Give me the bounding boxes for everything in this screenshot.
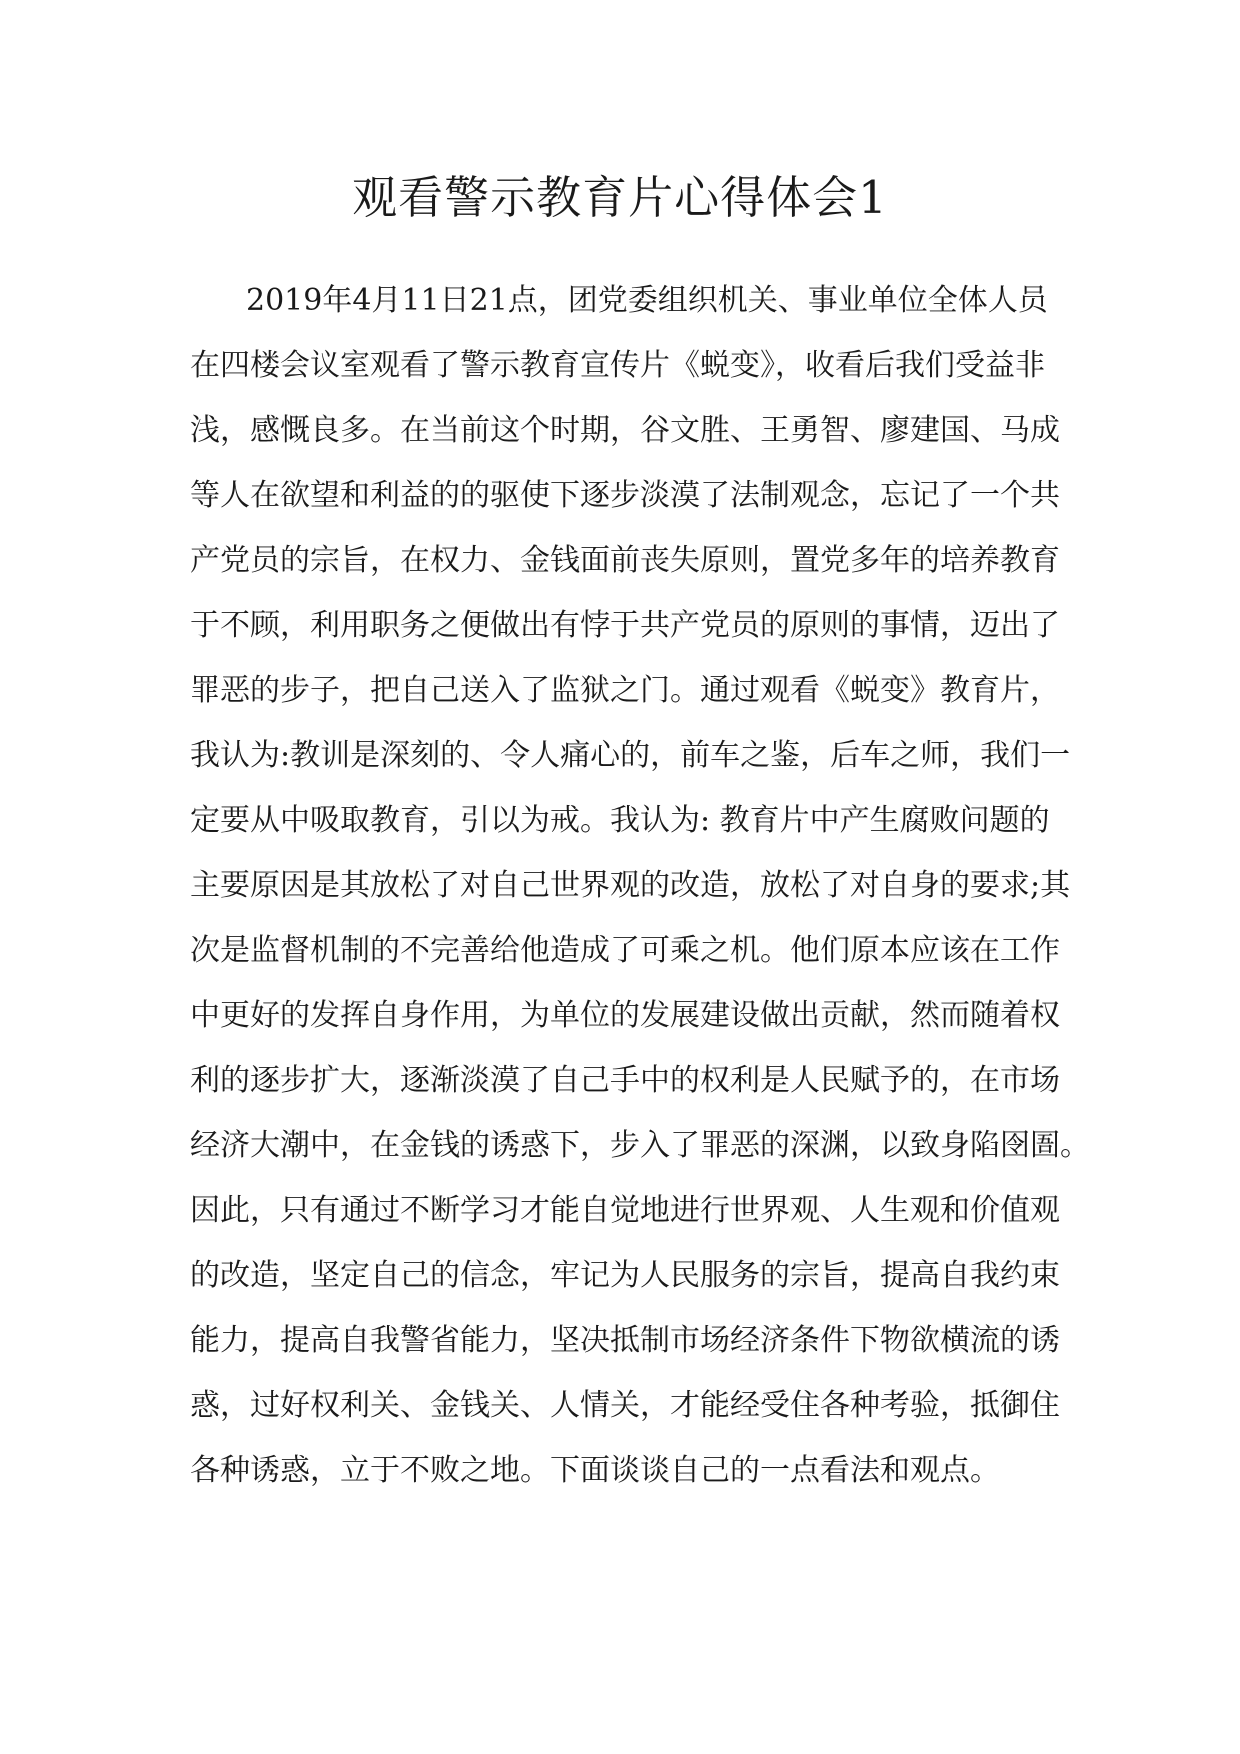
body-line: 的改造，坚定自己的信念，牢记为人民服务的宗旨，提高自我约束 [190, 1258, 1060, 1293]
body-line: 中更好的发挥自身作用，为单位的发展建设做出贡献，然而随着权 [190, 998, 1060, 1033]
body-line: 次是监督机制的不完善给他造成了可乘之机。他们原本应该在工作 [190, 933, 1060, 968]
body-line: 各种诱惑，立于不败之地。下面谈谈自己的一点看法和观点。 [190, 1453, 1000, 1488]
body-line: 经济大潮中，在金钱的诱惑下，步入了罪恶的深渊，以致身陷囹圄。 [190, 1128, 1090, 1163]
body-line: 因此，只有通过不断学习才能自觉地进行世界观、人生观和价值观 [190, 1193, 1060, 1228]
body-line: 罪恶的步子，把自己送入了监狱之门。通过观看《蜕变》教育片， [190, 673, 1060, 708]
body-line: 主要原因是其放松了对自己世界观的改造，放松了对自身的要求;其 [190, 868, 1071, 903]
body-line: 利的逐步扩大，逐渐淡漠了自己手中的权利是人民赋予的，在市场 [190, 1063, 1060, 1098]
body-line: 惑，过好权利关、金钱关、人情关，才能经受住各种考验，抵御住 [190, 1388, 1060, 1423]
body-line: 2019年4月11日21点，团党委组织机关、事业单位全体人员 [246, 283, 1048, 318]
body-line: 于不顾，利用职务之便做出有悖于共产党员的原则的事情，迈出了 [190, 608, 1060, 643]
body-line: 定要从中吸取教育，引以为戒。我认为: 教育片中产生腐败问题的 [190, 803, 1050, 838]
body-line: 等人在欲望和利益的的驱使下逐步淡漠了法制观念，忘记了一个共 [190, 478, 1060, 513]
document-title: 观看警示教育片心得体会1 [352, 171, 888, 224]
body-line: 在四楼会议室观看了警示教育宣传片《蜕变》，收看后我们受益非 [190, 348, 1045, 383]
document-body [190, 268, 1090, 1503]
body-line: 我认为:教训是深刻的、令人痛心的，前车之鉴，后车之师，我们一 [190, 738, 1071, 773]
body-line: 能力，提高自我警省能力，坚决抵制市场经济条件下物欲横流的诱 [190, 1323, 1060, 1358]
body-line: 浅，感慨良多。在当前这个时期，谷文胜、王勇智、廖建国、马成 [190, 413, 1060, 448]
body-line: 产党员的宗旨，在权力、金钱面前丧失原则，置党多年的培养教育 [190, 543, 1060, 578]
